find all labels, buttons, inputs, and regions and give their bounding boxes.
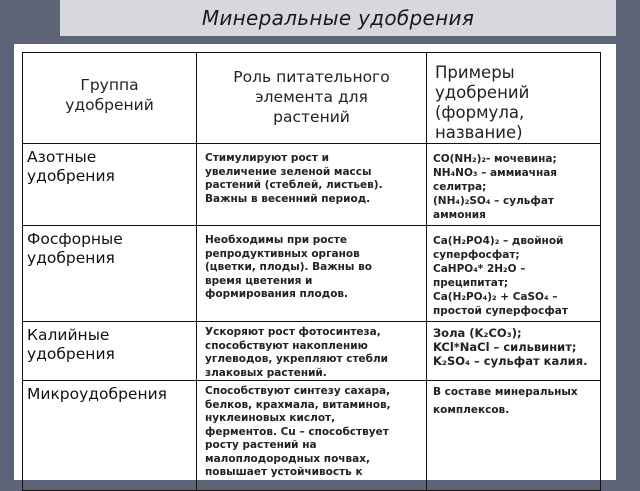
role-cell — [197, 144, 427, 226]
header-group — [23, 53, 196, 115]
header-role-line: элемента для — [255, 88, 368, 106]
group-line: Фосфорные — [27, 230, 123, 248]
role-line: росту растений на — [205, 439, 317, 451]
header-examples-line: Примеры — [435, 63, 515, 82]
header-role — [197, 53, 426, 127]
role-line: увеличение зеленой массы — [205, 165, 372, 178]
group-line: Микроудобрения — [27, 385, 167, 403]
example-line: CO(NH₂)₂- мочевина; — [433, 153, 557, 165]
example-line: комплексов. — [433, 404, 510, 416]
role-line: углеводов, укрепляют стебли — [205, 353, 389, 365]
example-line: преципитат; — [433, 277, 509, 289]
example-line: NH₄NO₃ – аммиачная — [433, 167, 558, 179]
slide-title-bar — [60, 0, 616, 36]
role-line: Важны в весенний период. — [205, 192, 371, 205]
slide-title: Минеральные удобрения — [201, 6, 475, 30]
fertilizer-table — [22, 52, 601, 491]
example-line: простой суперфосфат — [433, 305, 568, 317]
header-examples-line: (формула, — [435, 103, 525, 122]
group-cell — [23, 381, 197, 491]
role-cell — [197, 322, 427, 381]
example-line: K₂SO₄ – сульфат калия. — [433, 354, 588, 368]
header-examples-line: удобрений — [435, 83, 530, 102]
group-line: удобрения — [27, 249, 115, 267]
table-sheet — [14, 44, 616, 480]
example-line: Ca(H₂PO4)₂ – двойной — [433, 235, 564, 247]
group-cell — [23, 322, 197, 381]
group-line: Калийные — [27, 326, 110, 344]
header-role-line: Роль питательного — [233, 68, 390, 86]
header-examples-line: название) — [435, 123, 523, 142]
header-role-cell — [197, 53, 427, 144]
role-line: Необходимы при росте — [205, 234, 347, 246]
examples-cell — [427, 226, 601, 322]
examples-cell — [427, 322, 601, 381]
role-line: формирования плодов. — [205, 288, 349, 300]
header-role-line: растений — [273, 108, 350, 126]
role-line: нуклеиновых кислот, — [205, 412, 336, 424]
example-line: аммония — [433, 209, 486, 221]
example-line: селитра; — [433, 181, 487, 193]
example-line: В составе минеральных — [433, 386, 578, 398]
header-group-line: Группа — [80, 76, 139, 94]
role-line: злаковых растений. — [205, 366, 327, 379]
role-line: повышает устойчивость к — [205, 466, 363, 478]
role-line: Ускоряют рост фотосинтеза, — [205, 326, 381, 338]
table-row-micro — [23, 381, 601, 491]
example-line: суперфосфат; — [433, 249, 520, 261]
header-examples-cell — [427, 53, 601, 144]
role-line: малоплодородных почвах, — [205, 452, 370, 465]
group-cell — [23, 226, 197, 322]
role-line: время цветения и — [205, 274, 313, 287]
example-line: CaHPO₄* 2H₂O – — [433, 263, 526, 275]
example-line: Зола (K₂CO₃); — [433, 326, 522, 340]
role-line: репродуктивных органов — [205, 247, 360, 260]
group-cell — [23, 144, 197, 226]
header-row — [23, 53, 601, 144]
role-line: способствуют накоплению — [205, 339, 368, 352]
examples-cell — [427, 381, 601, 491]
group-line: удобрения — [27, 345, 115, 363]
role-line: белков, крахмала, витаминов, — [205, 398, 391, 411]
table-row-nitrogen — [23, 144, 601, 226]
example-line: KCl*NaCl – сильвинит; — [433, 340, 577, 354]
role-cell — [197, 226, 427, 322]
example-line: (NH₄)₂SO₄ – сульфат — [433, 195, 555, 207]
header-group-cell — [23, 53, 197, 144]
role-line: Стимулируют рост и — [205, 152, 329, 164]
role-line: Способствуют синтезу сахара, — [205, 385, 391, 397]
group-line: Азотные — [27, 148, 97, 166]
role-line: ферментов. Cu – способствует — [205, 425, 389, 438]
examples-cell — [427, 144, 601, 226]
role-cell — [197, 381, 427, 491]
table-row-potassium — [23, 322, 601, 381]
example-line: Ca(H₂PO₄)₂ + CaSO₄ – — [433, 291, 558, 303]
header-examples — [427, 53, 600, 143]
group-line: удобрения — [27, 167, 115, 185]
role-line: растений (стеблей, листьев). — [205, 179, 383, 191]
role-line: (цветки, плоды). Важны во — [205, 261, 372, 273]
header-group-line: удобрений — [65, 96, 154, 114]
table-row-phosphorus — [23, 226, 601, 322]
